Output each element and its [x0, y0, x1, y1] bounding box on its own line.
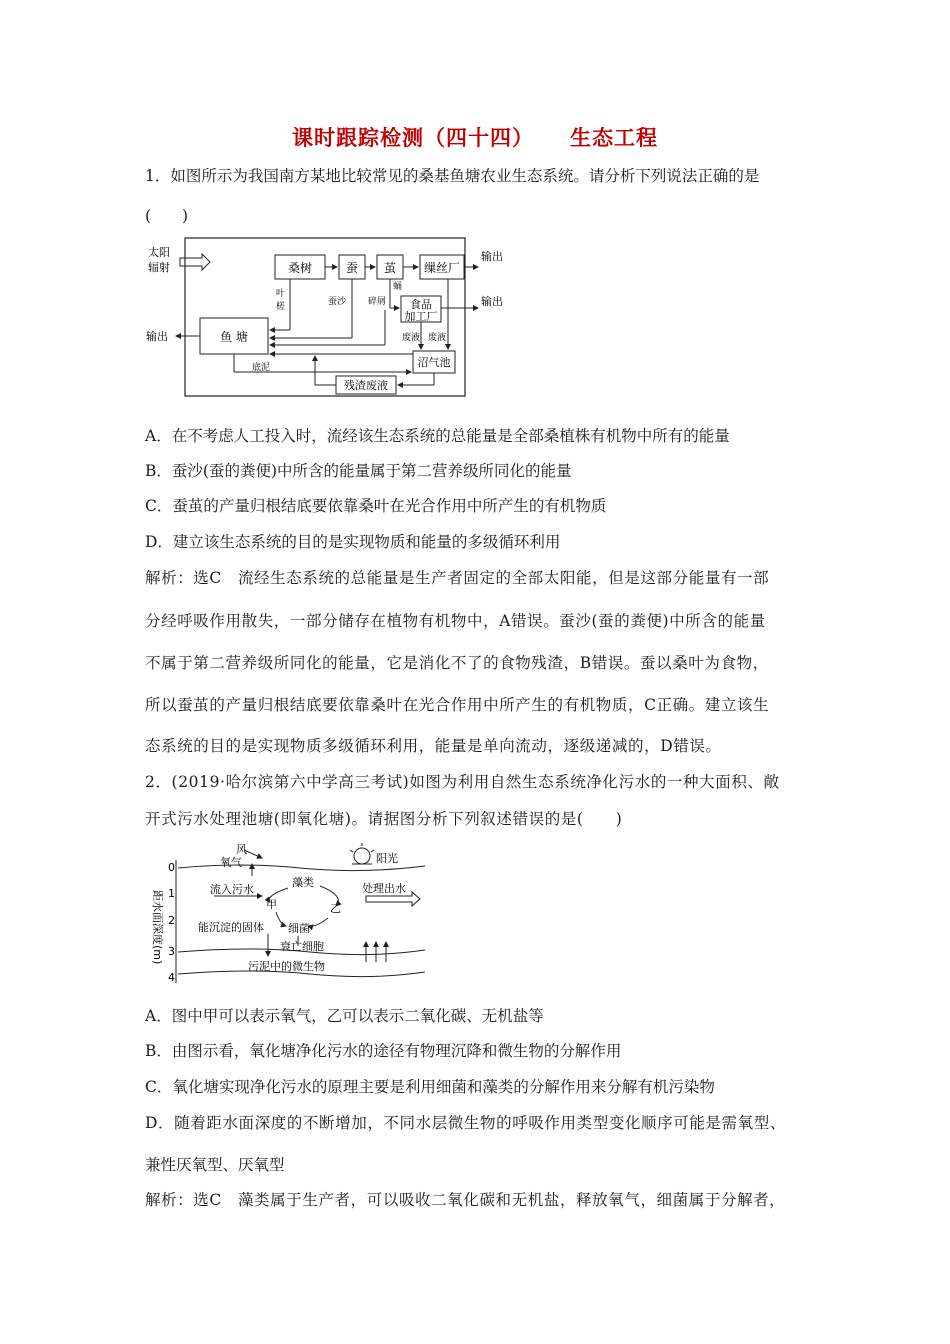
cocoon-label: 茧 [383, 261, 397, 275]
water-surface [178, 865, 425, 871]
waste-liquid-label-1: 废液 [402, 333, 421, 343]
dead-cells-label: 衰亡细胞 [280, 940, 324, 953]
outflow-label: 处理出水 [362, 882, 406, 895]
fish-pond-label: 鱼 塘 [220, 330, 248, 344]
title-topic: 生态工程 [570, 126, 658, 150]
q1-stem: 1．如图所示为我国南方某地比较常见的桑基鱼塘农业生态系统。请分析下列说法正确的是 [145, 167, 760, 185]
silk-factory-label: 缫丝厂 [423, 261, 461, 275]
depth-tick-2: 2 [168, 914, 175, 927]
q1-option-a: A．在不考虑人工投入时，流经该生态系统的总能量是全部桑植株有机物中所有的能量 [145, 427, 730, 445]
q1-analysis-line-5: 态系统的目的是实现物质多级循环利用，能量是单向流动，逐级递减的，D错误。 [145, 737, 722, 755]
pupa-label: 蛹 [393, 282, 403, 292]
inflow-label: 流入污水 [210, 883, 254, 896]
silk-sand-label: 蚕沙 [328, 297, 347, 307]
q2-option-d-line-1: D．随着距水面深度的不断增加，不同水层微生物的呼吸作用类型变化顺序可能是需氧型、 [145, 1114, 786, 1132]
q2-option-d-line-2: 兼性厌氧型、厌氧型 [145, 1156, 285, 1174]
output-right-1: 输出 [481, 250, 503, 263]
q1-option-d: D．建立该生态系统的目的是实现物质和能量的多级循环利用 [145, 533, 561, 551]
sun-label: 太阳 [148, 246, 170, 259]
frame-label: 槎 [276, 302, 286, 312]
output-right-2: 输出 [481, 295, 503, 308]
biogas-pool-label: 沼气池 [417, 356, 451, 369]
q2-analysis: 解析：选C 藻类属于生产者，可以吸收二氧化碳和无机盐，释放氧气，细菌属于分解者， [145, 1191, 786, 1209]
output-left: 输出 [146, 330, 168, 343]
microbes-label: 污泥中的微生物 [248, 960, 325, 973]
title-main: 课时跟踪检测（四十四） [292, 126, 534, 150]
q1-option-b: B．蚕沙(蚕的粪便)中所含的能量属于第二营养级所同化的能量 [145, 462, 572, 480]
depth-tick-3: 3 [168, 945, 175, 958]
radiation-label: 辐射 [148, 261, 170, 274]
residue-label: 残渣废液 [344, 379, 388, 392]
q1-option-c: C．蚕茧的产量归根结底要依靠桑叶在光合作用中所产生的有机物质 [145, 497, 607, 515]
algae-label: 藻类 [292, 876, 314, 889]
q1-answer-bracket: ( ) [145, 207, 189, 225]
q2-option-c: C．氧化塘实现净化污水的原理主要是利用细菌和藻类的分解作用来分解有机污染物 [145, 1078, 715, 1096]
q1-analysis-line-4: 所以蚕茧的产量归根结底要依靠桑叶在光合作用中所产生的有机物质，C正确。建立该生 [145, 696, 770, 714]
sunlight-label: 阳光 [376, 852, 398, 865]
q1-ecosystem-diagram [140, 230, 510, 402]
sludge-label: 底泥 [252, 363, 271, 373]
yi-label: 乙 [330, 902, 341, 915]
q1-analysis-line-3: 不属于第二营养级所同化的能量，它是消化不了的食物残渣，B错误。蚕以桑叶为食物， [145, 654, 769, 672]
mulberry-label: 桑树 [287, 261, 313, 275]
silkworm-label: 蚕 [345, 261, 359, 275]
q1-analysis-line-1: 解析：选C 流经生态系统的总能量是生产者固定的全部太阳能，但是这部分能量有一部 [145, 569, 770, 587]
depth-tick-0: 0 [168, 861, 175, 874]
depth-tick-1: 1 [168, 887, 175, 900]
food-factory-label-2: 加工厂 [404, 310, 438, 323]
waste-liquid-label-2: 废液 [428, 333, 447, 343]
jia-label: 甲 [266, 898, 277, 911]
oxygen-label: 氧气 [220, 856, 242, 869]
q2-option-b: B．由图示看，氧化塘净化污水的途径有物理沉降和微生物的分解作用 [145, 1042, 622, 1060]
crumbs-label: 碎屑 [368, 297, 387, 307]
q2-stem-line-2: 开式污水处理池塘(即氧化塘)。请据图分析下列叙述错误的是( ) [145, 810, 623, 828]
bacteria-label: 细菌 [288, 922, 310, 935]
sun-icon [354, 848, 370, 864]
q2-oxidation-pond-diagram [140, 838, 440, 986]
depth-axis-label: 距水面深度(m) [151, 890, 164, 965]
q1-analysis-line-2: 分经呼吸作用散失，一部分储存在植物有机物中，A错误。蚕沙(蚕的粪便)中所含的能量 [145, 612, 766, 630]
q2-stem-line-1: 2．(2019·哈尔滨第六中学高三考试)如图为利用自然生态系统净化污水的一种大面积、敞 [145, 773, 780, 791]
wind-label: 风 [236, 843, 247, 856]
depth-tick-4: 4 [168, 971, 175, 984]
leaf-label: 叶 [276, 289, 286, 299]
q2-option-a: A．图中甲可以表示氧气，乙可以表示二氧化碳、无机盐等 [145, 1007, 544, 1025]
solids-label: 能沉淀的固体 [198, 921, 264, 934]
page-title [0, 122, 950, 152]
food-factory-label-1: 食品 [410, 298, 432, 311]
